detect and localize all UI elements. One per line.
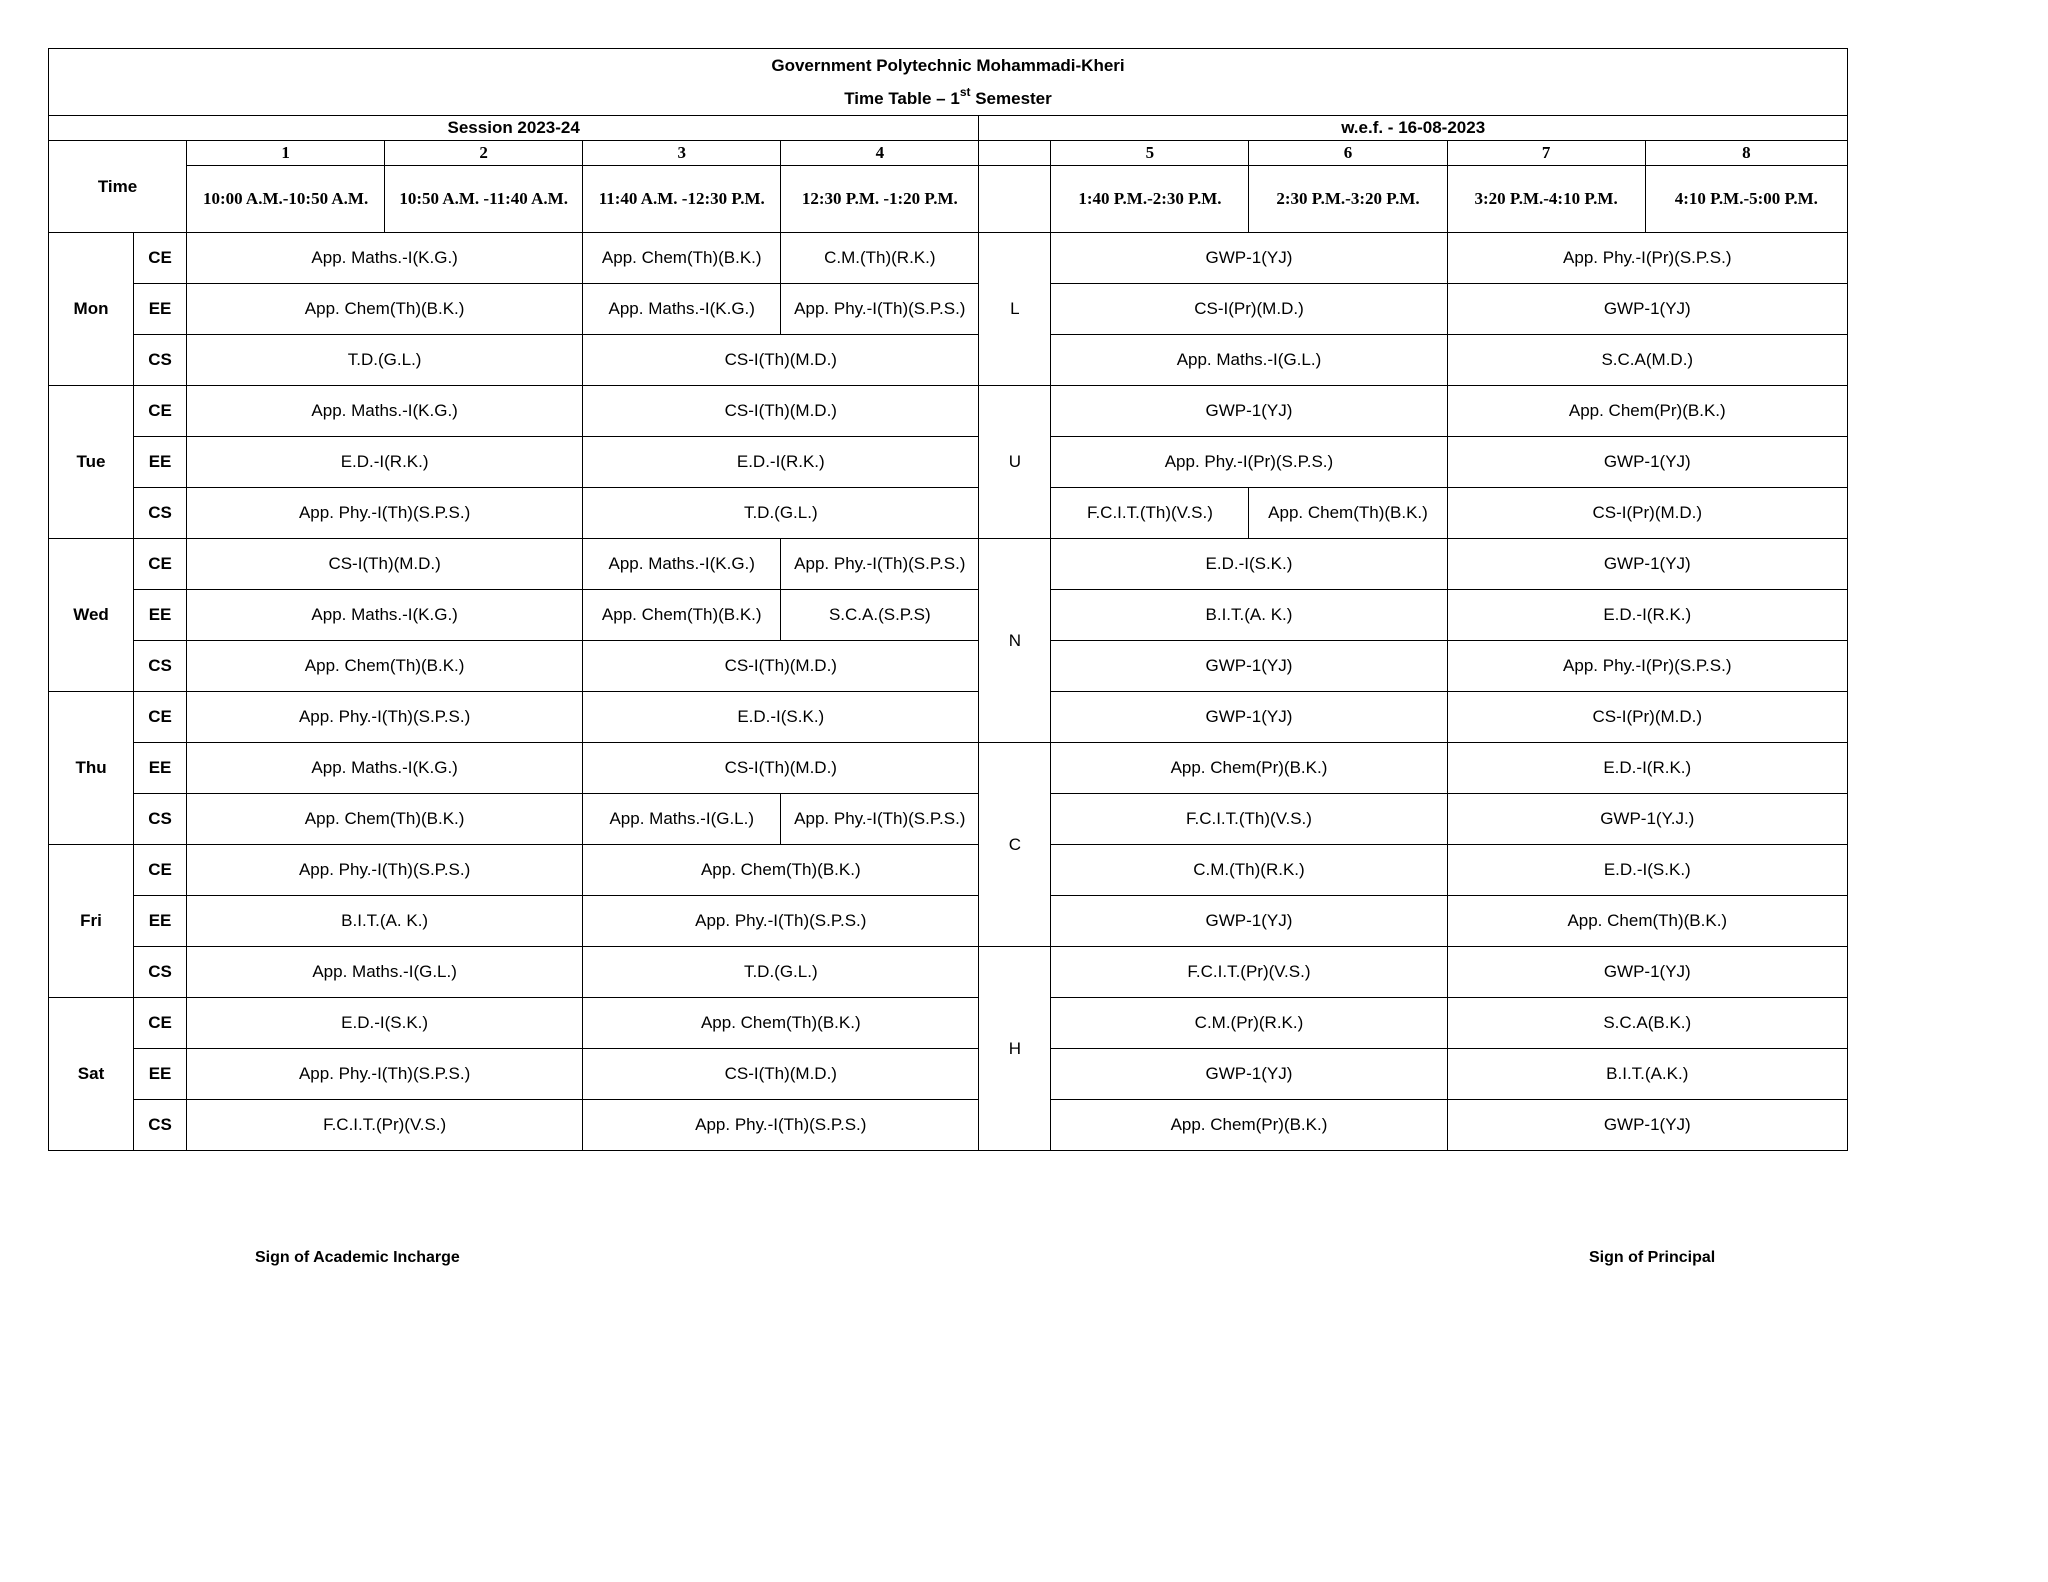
class-cell: App. Chem(Pr)(B.K.)	[1447, 386, 1847, 437]
period-time: 2:30 P.M.-3:20 P.M.	[1249, 166, 1447, 233]
class-cell: C.M.(Pr)(R.K.)	[1051, 998, 1447, 1049]
class-cell: App. Chem(Th)(B.K.)	[1249, 488, 1447, 539]
class-cell: App. Chem(Th)(B.K.)	[187, 641, 583, 692]
timetable	[48, 48, 1848, 1151]
table-row	[49, 641, 1848, 692]
day-label: Tue	[49, 386, 134, 539]
day-label: Thu	[49, 692, 134, 845]
table-row	[49, 998, 1848, 1049]
class-cell: App. Chem(Th)(B.K.)	[583, 845, 979, 896]
class-cell: CS-I(Th)(M.D.)	[583, 743, 979, 794]
branch-label: EE	[134, 896, 187, 947]
class-cell: App. Phy.-I(Th)(S.P.S.)	[583, 1100, 979, 1151]
class-cell: App. Phy.-I(Th)(S.P.S.)	[187, 845, 583, 896]
lunch-time-blank	[979, 166, 1051, 233]
day-label: Mon	[49, 233, 134, 386]
class-cell: App. Maths.-I(K.G.)	[187, 743, 583, 794]
wef-label: w.e.f. - 16-08-2023	[979, 116, 1848, 141]
class-cell: GWP-1(Y.J.)	[1447, 794, 1847, 845]
class-cell: CS-I(Th)(M.D.)	[583, 1049, 979, 1100]
class-cell: App. Chem(Pr)(B.K.)	[1051, 1100, 1447, 1151]
class-cell: App. Chem(Th)(B.K.)	[583, 590, 781, 641]
table-row	[49, 947, 1848, 998]
branch-label: CE	[134, 233, 187, 284]
period-time: 4:10 P.M.-5:00 P.M.	[1645, 166, 1847, 233]
table-row	[49, 1049, 1848, 1100]
table-row	[49, 284, 1848, 335]
period-time: 11:40 A.M. -12:30 P.M.	[583, 166, 781, 233]
class-cell: GWP-1(YJ)	[1051, 641, 1447, 692]
class-cell: App. Chem(Th)(B.K.)	[1447, 896, 1847, 947]
table-row	[49, 590, 1848, 641]
day-label: Wed	[49, 539, 134, 692]
lunch-break-letter: L	[979, 233, 1051, 386]
class-cell: B.I.T.(A.K.)	[1447, 1049, 1847, 1100]
class-cell: CS-I(Pr)(M.D.)	[1051, 284, 1447, 335]
timetable-heading-suffix: Semester	[970, 89, 1052, 108]
principal-signature: Sign of Principal	[1589, 1249, 1716, 1266]
table-row	[49, 794, 1848, 845]
class-cell: App. Maths.-I(K.G.)	[187, 386, 583, 437]
table-row	[49, 488, 1848, 539]
class-cell: GWP-1(YJ)	[1051, 896, 1447, 947]
class-cell: CS-I(Th)(M.D.)	[583, 335, 979, 386]
class-cell: F.C.I.T.(Th)(V.S.)	[1051, 794, 1447, 845]
class-cell: GWP-1(YJ)	[1447, 1100, 1847, 1151]
table-row	[49, 896, 1848, 947]
class-cell: S.C.A.(S.P.S)	[781, 590, 979, 641]
period-number: 2	[385, 141, 583, 166]
class-cell: App. Chem(Pr)(B.K.)	[1051, 743, 1447, 794]
class-cell: App. Phy.-I(Th)(S.P.S.)	[187, 692, 583, 743]
class-cell: App. Phy.-I(Pr)(S.P.S.)	[1447, 641, 1847, 692]
period-number: 3	[583, 141, 781, 166]
class-cell: B.I.T.(A. K.)	[187, 896, 583, 947]
session-label: Session 2023-24	[49, 116, 979, 141]
class-cell: S.C.A(M.D.)	[1447, 335, 1847, 386]
academic-incharge-signature: Sign of Academic Incharge	[255, 1249, 460, 1266]
branch-label: EE	[134, 1049, 187, 1100]
class-cell: CS-I(Th)(M.D.)	[187, 539, 583, 590]
class-cell: C.M.(Th)(R.K.)	[1051, 845, 1447, 896]
class-cell: CS-I(Pr)(M.D.)	[1447, 692, 1847, 743]
branch-label: EE	[134, 590, 187, 641]
class-cell: GWP-1(YJ)	[1051, 386, 1447, 437]
period-time: 10:50 A.M. -11:40 A.M.	[385, 166, 583, 233]
class-cell: CS-I(Th)(M.D.)	[583, 386, 979, 437]
branch-label: CS	[134, 488, 187, 539]
class-cell: E.D.-I(S.K.)	[583, 692, 979, 743]
class-cell: App. Phy.-I(Th)(S.P.S.)	[781, 539, 979, 590]
period-time: 10:00 A.M.-10:50 A.M.	[187, 166, 385, 233]
class-cell: E.D.-I(S.K.)	[187, 998, 583, 1049]
class-cell: GWP-1(YJ)	[1447, 437, 1847, 488]
class-cell: E.D.-I(R.K.)	[1447, 590, 1847, 641]
class-cell: F.C.I.T.(Pr)(V.S.)	[1051, 947, 1447, 998]
period-number: 6	[1249, 141, 1447, 166]
branch-label: EE	[134, 284, 187, 335]
lunch-break-letter: N	[979, 539, 1051, 743]
class-cell: App. Phy.-I(Th)(S.P.S.)	[781, 284, 979, 335]
branch-label: CS	[134, 794, 187, 845]
lunch-break-letter: C	[979, 743, 1051, 947]
period-number: 4	[781, 141, 979, 166]
class-cell: App. Maths.-I(G.L.)	[187, 947, 583, 998]
class-cell: App. Maths.-I(K.G.)	[583, 284, 781, 335]
table-title	[49, 49, 1848, 116]
lunch-header-blank	[979, 141, 1051, 166]
class-cell: B.I.T.(A. K.)	[1051, 590, 1447, 641]
class-cell: App. Maths.-I(K.G.)	[583, 539, 781, 590]
lunch-break-letter: H	[979, 947, 1051, 1151]
period-number: 1	[187, 141, 385, 166]
class-cell: E.D.-I(S.K.)	[1447, 845, 1847, 896]
branch-label: CS	[134, 641, 187, 692]
class-cell: GWP-1(YJ)	[1051, 233, 1447, 284]
period-number: 5	[1051, 141, 1249, 166]
period-time: 3:20 P.M.-4:10 P.M.	[1447, 166, 1645, 233]
branch-label: EE	[134, 437, 187, 488]
class-cell: F.C.I.T.(Th)(V.S.)	[1051, 488, 1249, 539]
class-cell: App. Chem(Th)(B.K.)	[583, 998, 979, 1049]
branch-label: CS	[134, 947, 187, 998]
class-cell: E.D.-I(R.K.)	[583, 437, 979, 488]
class-cell: App. Phy.-I(Th)(S.P.S.)	[187, 488, 583, 539]
class-cell: App. Chem(Th)(B.K.)	[583, 233, 781, 284]
timetable-heading-sup: st	[959, 85, 971, 99]
branch-label: CE	[134, 845, 187, 896]
branch-label: CS	[134, 335, 187, 386]
class-cell: GWP-1(YJ)	[1447, 539, 1847, 590]
table-row	[49, 233, 1848, 284]
class-cell: GWP-1(YJ)	[1051, 692, 1447, 743]
class-cell: CS-I(Pr)(M.D.)	[1447, 488, 1847, 539]
branch-label: EE	[134, 743, 187, 794]
class-cell: E.D.-I(R.K.)	[1447, 743, 1847, 794]
class-cell: App. Maths.-I(G.L.)	[583, 794, 781, 845]
branch-label: CE	[134, 539, 187, 590]
day-label: Sat	[49, 998, 134, 1151]
table-row	[49, 335, 1848, 386]
class-cell: GWP-1(YJ)	[1447, 947, 1847, 998]
class-cell: GWP-1(YJ)	[1447, 284, 1847, 335]
class-cell: App. Phy.-I(Pr)(S.P.S.)	[1447, 233, 1847, 284]
class-cell: App. Phy.-I(Th)(S.P.S.)	[583, 896, 979, 947]
timetable-heading-text: Time Table – 1	[844, 89, 960, 108]
time-header: Time	[49, 141, 187, 233]
table-row	[49, 539, 1848, 590]
period-time: 12:30 P.M. -1:20 P.M.	[781, 166, 979, 233]
class-cell: CS-I(Th)(M.D.)	[583, 641, 979, 692]
table-row	[49, 692, 1848, 743]
branch-label: CE	[134, 998, 187, 1049]
class-cell: S.C.A(B.K.)	[1447, 998, 1847, 1049]
branch-label: CS	[134, 1100, 187, 1151]
class-cell: T.D.(G.L.)	[583, 488, 979, 539]
table-row	[49, 743, 1848, 794]
class-cell: App. Maths.-I(K.G.)	[187, 590, 583, 641]
period-number: 8	[1645, 141, 1847, 166]
table-row	[49, 1100, 1848, 1151]
lunch-break-letter: U	[979, 386, 1051, 539]
class-cell: C.M.(Th)(R.K.)	[781, 233, 979, 284]
class-cell: F.C.I.T.(Pr)(V.S.)	[187, 1100, 583, 1151]
branch-label: CE	[134, 386, 187, 437]
institute-name: Government Polytechnic Mohammadi-Kheri	[771, 56, 1125, 75]
class-cell: App. Phy.-I(Th)(S.P.S.)	[187, 1049, 583, 1100]
class-cell: App. Phy.-I(Pr)(S.P.S.)	[1051, 437, 1447, 488]
timetable-heading	[53, 82, 1843, 115]
period-time: 1:40 P.M.-2:30 P.M.	[1051, 166, 1249, 233]
class-cell: GWP-1(YJ)	[1051, 1049, 1447, 1100]
class-cell: App. Chem(Th)(B.K.)	[187, 284, 583, 335]
class-cell: App. Phy.-I(Th)(S.P.S.)	[781, 794, 979, 845]
day-label: Fri	[49, 845, 134, 998]
class-cell: App. Chem(Th)(B.K.)	[187, 794, 583, 845]
branch-label: CE	[134, 692, 187, 743]
class-cell: E.D.-I(S.K.)	[1051, 539, 1447, 590]
class-cell: E.D.-I(R.K.)	[187, 437, 583, 488]
class-cell: T.D.(G.L.)	[187, 335, 583, 386]
class-cell: App. Maths.-I(G.L.)	[1051, 335, 1447, 386]
class-cell: T.D.(G.L.)	[583, 947, 979, 998]
class-cell: App. Maths.-I(K.G.)	[187, 233, 583, 284]
table-row	[49, 386, 1848, 437]
table-row	[49, 437, 1848, 488]
period-number: 7	[1447, 141, 1645, 166]
table-row	[49, 845, 1848, 896]
timetable-sheet	[48, 48, 1848, 1151]
